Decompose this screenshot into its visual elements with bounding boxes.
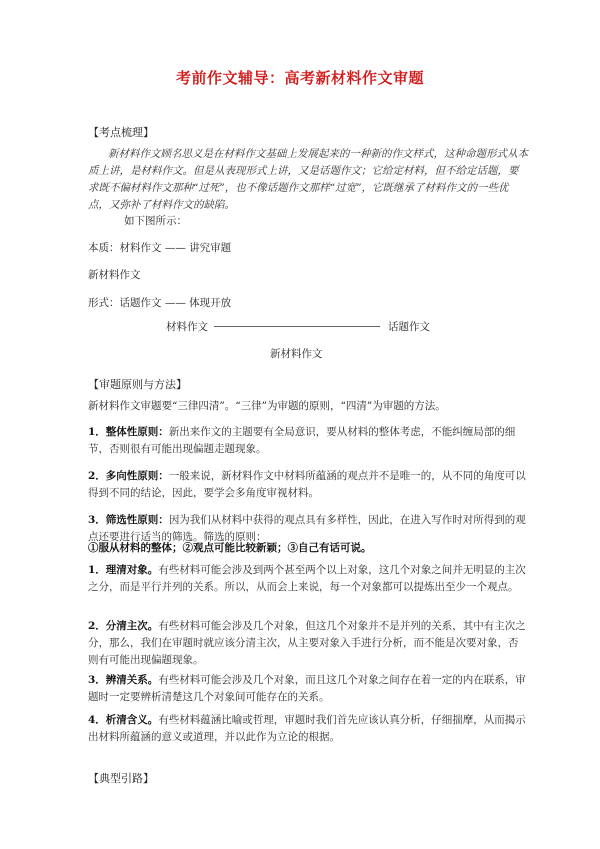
method-1-head: 1．理清对象。 <box>88 564 159 576</box>
principle-3-head: 3．筛选性原则： <box>88 514 169 526</box>
method-2 <box>88 618 528 669</box>
intro-paragraph: 新材料作文顾名思义是在材料作文基础上发展起来的一种新的作文样式，这种命题形式从本质上讲，是材料作文。但是从表现形式上讲，又是话题作文；它给定材料，但不给定话题，要求既不偏材料作文那种“过死”，也不像话题作文那样“过宽”，它既继承了材料作文的一些优点，又弥补了材料作文的缺陷。 <box>88 148 528 211</box>
page-title: 考前作文辅导：高考新材料作文审题 <box>175 69 424 87</box>
section-heading-dianxing: 【典型引路】 <box>88 772 154 785</box>
method-4-body: 有些材料蕴涵比喻或哲理，审题时我们首先应该认真分析，仔细揣摩，从而揭示出材料所蕴涵的意义或道理，并以此作为立论的根据。 <box>88 714 526 743</box>
essence-row: 本质：材料作文 —— 讲究审题 <box>88 242 232 254</box>
diagram-right-label: 话题作文 <box>388 321 430 333</box>
screening-criteria: ①服从材料的整体；②观点可能比较新颖；③自己有话可说。 <box>88 542 372 554</box>
method-3-head: 3．辨清关系。 <box>88 674 159 686</box>
principle-2 <box>88 468 528 502</box>
method-2-body: 有些材料可能会涉及几个对象，但这几个对象并不是并列的关系，其中有主次之分，那么，我们在审题时就应该分清主次，从主要对象入手进行分析，而不能是次要对象，否则有可能出现偏题现象。 <box>88 620 526 666</box>
method-4 <box>88 712 528 746</box>
new-material-row: 新材料作文 <box>88 269 141 281</box>
diagram-bottom-label: 新材料作文 <box>270 348 323 360</box>
method-2-head: 2．分清主次。 <box>88 620 159 632</box>
method-1-body: 有些材料可能会涉及到两个甚至两个以上对象，这几个对象之间并无明显的主次之分，而是平行并列的关系。所以，从而会上来说，每一个对象都可以提炼出至少一个观点。 <box>88 564 526 593</box>
form-row: 形式：话题作文 —— 体现开放 <box>88 297 232 309</box>
diagram-intro: 如下图所示： <box>124 215 187 227</box>
method-1 <box>88 562 528 596</box>
method-3 <box>88 672 528 706</box>
principle-3-body: 因为我们从材料中获得的观点具有多样性，因此，在进入写作时对所得到的观点还要进行适当的筛选。筛选的原则： <box>88 514 526 543</box>
method-3-body: 有些材料可能会涉及几个对象，而且这几个对象之间存在着一定的内在联系，审题时一定要辨析清楚这几个对象间可能存在的关系。 <box>88 674 526 703</box>
principle-2-head: 2．多向性原则： <box>88 470 169 482</box>
section-heading-kaodian: 【考点梳理】 <box>88 126 154 139</box>
principle-1 <box>88 424 528 458</box>
rule-summary: 新材料作文审题要“三律四清”。“三律”为审题的原则，“四清”为审题的方法。 <box>88 400 446 412</box>
principle-1-head: 1．整体性原则： <box>88 426 169 438</box>
section-heading-shenti: 【审题原则与方法】 <box>88 378 187 391</box>
diagram-left-label: 材料作文 <box>166 321 208 333</box>
principle-1-body: 新出来作文的主题要有全局意识，要从材料的整体考虑，不能纠缠局部的细节，否则很有可能出现偏题走题现象。 <box>88 426 516 455</box>
diagram-connector-line <box>214 326 380 327</box>
principle-2-body: 一般来说，新材料作文中材料所蕴涵的观点并不是唯一的，从不同的角度可以得到不同的结论，因此，要学会多角度审视材料。 <box>88 470 526 499</box>
method-4-head: 4．析清含义。 <box>88 714 159 726</box>
